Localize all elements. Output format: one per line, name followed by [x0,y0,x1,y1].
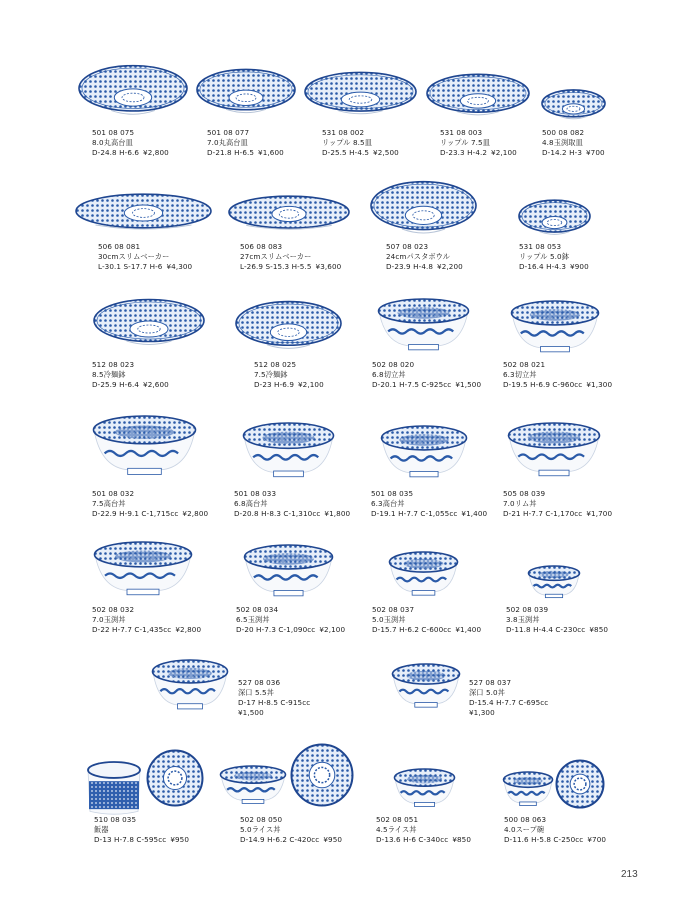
product-name: 8.0丸高台皿 [92,138,133,147]
product-spec-line [236,625,345,635]
bowl-image [518,199,591,237]
product-price: ¥2,200 [437,262,463,271]
product-code: 502 08 039 [506,605,549,614]
product-price: ¥850 [589,625,609,634]
product-dimensions: D-23.9 H-4.8 [386,262,434,271]
product-spec-line [92,509,208,519]
product-caption [92,128,169,158]
baker-image [228,195,350,233]
product-caption [372,605,481,635]
product-price: ¥1,500 [455,380,482,389]
product-code: 501 08 032 [92,489,135,498]
product-dimensions: D-21 H-7.7 C-1,170cc [503,509,583,518]
product-price: ¥1,300 [586,380,613,389]
product-price: ¥2,500 [373,148,399,157]
product-code: 531 08 053 [519,242,562,251]
product-caption [98,242,192,272]
pasta-bowl-image [370,180,477,237]
product-spec-line [503,380,612,390]
product-caption [240,242,341,272]
product-spec-line [376,835,471,845]
product-dimensions: D-24.8 H-6.6 [92,148,140,157]
product-name: リップル 7.5皿 [440,138,490,147]
plate-image [304,71,417,117]
product-caption [506,605,608,635]
product-name: 6.3切立丼 [503,370,537,379]
product-name: 7.0リム丼 [503,499,537,508]
soup-bowl-image [502,771,554,807]
product-caption [240,815,342,845]
product-dimensions: D-20 H-7.3 C-1,090cc [236,625,316,634]
product-code: 501 08 075 [92,128,135,137]
product-code: 527 08 036 [238,678,281,687]
product-name: 3.8玉渕丼 [506,615,540,624]
product-price: ¥1,700 [586,509,613,518]
product-price: ¥1,400 [455,625,482,634]
donburi-image [510,300,600,354]
product-code: 506 08 081 [98,242,141,251]
baker-image [75,193,212,233]
product-name: 深口 5.5丼 [238,688,274,697]
donburi-image [380,425,468,479]
product-code: 501 08 077 [207,128,250,137]
product-name: 7.0玉渕丼 [92,615,126,624]
product-name: リップル 5.0鉢 [519,252,569,261]
product-spec-line [371,509,487,519]
product-price: ¥2,100 [319,625,346,634]
product-spec-line [254,380,324,390]
product-caption [92,605,201,635]
noodle-bowl-image [235,300,342,352]
product-spec-line [92,625,201,635]
product-spec-line [207,148,284,158]
product-caption [207,128,284,158]
donburi-image [93,541,193,597]
product-name: 24cmパスタボウル [386,252,451,261]
product-dimensions: D-19.5 H-6.9 C-960cc [503,380,583,389]
product-name: 8.5冷麺鉢 [92,370,126,379]
product-name: 6.5玉渕丼 [236,615,270,624]
donburi-image [507,422,601,478]
product-dimensions: D-25.9 H-6.4 [92,380,140,389]
product-price: ¥950 [170,835,190,844]
product-caption [503,489,612,519]
product-code: 500 08 082 [542,128,585,137]
plate-image [426,73,530,118]
product-dimensions: D-23.3 H-4.2 [440,148,488,157]
product-code: 502 08 020 [372,360,415,369]
product-price: ¥2,100 [491,148,517,157]
rice-bowl-top-image [146,749,204,807]
product-price: ¥2,800 [175,625,202,634]
product-caption [234,489,350,519]
product-price: ¥700 [586,148,605,157]
product-spec-line [519,262,589,272]
product-spec-line [504,835,606,845]
product-dimensions: D-14.2 H-3 [542,148,582,157]
product-caption [322,128,399,158]
product-spec-line [92,380,169,390]
product-code: 505 08 039 [503,489,546,498]
product-name: 6.8切立丼 [372,370,406,379]
product-dimensions: D-25.5 H-4.5 [322,148,370,157]
product-spec-line [469,698,548,708]
product-name: 7.5冷麺鉢 [254,370,288,379]
product-dimensions: D-22 H-7.7 C-1,435cc [92,625,172,634]
product-caption [386,242,463,272]
product-spec-line [372,625,481,635]
product-code: 501 08 035 [371,489,414,498]
product-caption [371,489,487,519]
product-caption [503,360,612,390]
donburi-image [151,659,229,711]
product-name: 4.5ライス丼 [376,825,417,834]
product-caption [254,360,324,390]
product-caption [440,128,517,158]
product-spec-line [386,262,463,272]
product-name: 4.8玉渕取皿 [542,138,583,147]
product-code: 531 08 003 [440,128,483,137]
product-spec-line [542,148,605,158]
product-code: 502 08 051 [376,815,419,824]
product-name: 7.0丸高台皿 [207,138,248,147]
product-spec-line [98,262,192,272]
product-price: ¥950 [323,835,343,844]
product-caption [236,605,345,635]
product-price: ¥1,300 [469,708,495,717]
donburi-image [377,298,470,352]
product-dimensions: L-26.9 S-15.3 H-5.5 [240,262,312,271]
product-dimensions: D-13 H-7.8 C-595cc [94,835,167,844]
product-dimensions: D-16.4 H-4.3 [519,262,567,271]
product-name: リップル 8.5皿 [322,138,372,147]
product-caption [94,815,189,845]
product-name: 27cmスリムベーカー [240,252,312,261]
product-price: ¥900 [570,262,589,271]
product-spec-line [440,148,517,158]
product-dimensions: D-19.1 H-7.7 C-1,055cc [371,509,458,518]
product-dimensions: D-15.4 H-7.7 C-695cc [469,698,549,707]
product-name: 4.0スープ碗 [504,825,545,834]
product-name: 6.3高台丼 [371,499,405,508]
product-code: 510 08 035 [94,815,137,824]
product-caption [519,242,589,272]
rice-bowl-image [86,761,142,817]
product-name: 30cmスリムベーカー [98,252,170,261]
product-spec-line [238,698,310,708]
product-spec-line [503,509,612,519]
product-dimensions: D-20.8 H-8.3 C-1,310cc [234,509,321,518]
product-price: ¥2,600 [143,380,169,389]
product-price: ¥2,100 [298,380,324,389]
rice-donburi-image [393,768,456,808]
product-price: ¥700 [587,835,607,844]
product-spec-line [240,835,342,845]
product-caption [376,815,471,845]
product-dimensions: D-14.9 H-6.2 C-420cc [240,835,320,844]
product-code: 502 08 021 [503,360,546,369]
product-code: 512 08 023 [92,360,135,369]
plate-image [196,68,296,116]
donburi-image [391,663,461,709]
product-dimensions: D-15.7 H-6.2 C-600cc [372,625,452,634]
product-code: 502 08 032 [92,605,135,614]
donburi-image [92,415,197,477]
donburi-image [243,544,334,598]
donburi-image [527,565,581,599]
product-spec-line [94,835,189,845]
product-dimensions: D-22.9 H-9.1 C-1,715cc [92,509,179,518]
product-code: 502 08 050 [240,815,283,824]
product-price: ¥1,600 [258,148,284,157]
product-caption [372,360,481,390]
plate-image [541,89,606,121]
page-number: 213 [621,869,638,880]
donburi-image [388,551,459,597]
product-price: ¥1,500 [238,708,264,717]
product-price: ¥4,300 [166,262,193,271]
product-price: ¥1,400 [461,509,488,518]
product-code: 531 08 002 [322,128,365,137]
product-dimensions: D-21.8 H-6.5 [207,148,255,157]
product-name: 6.8高台丼 [234,499,268,508]
product-caption [92,360,169,390]
product-dimensions: L-30.1 S-17.7 H-6 [98,262,163,271]
product-code: 502 08 034 [236,605,279,614]
noodle-bowl-image [93,298,205,348]
donburi-image [242,422,335,479]
product-caption [469,678,548,718]
product-dimensions: D-13.6 H-6 C-340cc [376,835,449,844]
product-price: ¥3,600 [315,262,342,271]
product-name: 5.0玉渕丼 [372,615,406,624]
product-spec-line [322,148,399,158]
product-dimensions: D-20.1 H-7.5 C-925cc [372,380,452,389]
product-spec-line [234,509,350,519]
product-price: ¥850 [452,835,472,844]
plate-image [78,64,188,118]
product-dimensions: D-23 H-6.9 [254,380,294,389]
product-caption [92,489,208,519]
product-caption [542,128,605,158]
product-dimensions: D-11.6 H-5.8 C-250cc [504,835,584,844]
soup-bowl-top-image [555,759,605,809]
product-name: 深口 5.0丼 [469,688,505,697]
product-code: 502 08 037 [372,605,415,614]
product-price: ¥2,800 [143,148,169,157]
product-spec-line [92,148,169,158]
product-caption [238,678,310,718]
product-price: ¥2,800 [182,509,209,518]
product-code: 500 08 063 [504,815,547,824]
product-spec-line [506,625,608,635]
rice-donburi-top-image [290,743,354,807]
product-name: 飯器 [94,825,109,834]
rice-donburi-image [219,765,287,805]
product-code: 506 08 083 [240,242,283,251]
product-name: 5.0ライス丼 [240,825,281,834]
product-code: 527 08 037 [469,678,512,687]
product-dimensions: D-17 H-8.5 C-915cc [238,698,311,707]
product-code: 507 08 023 [386,242,429,251]
product-code: 501 08 033 [234,489,277,498]
product-code: 512 08 025 [254,360,297,369]
product-caption [504,815,606,845]
product-spec-line [240,262,341,272]
product-dimensions: D-11.8 H-4.4 C-230cc [506,625,586,634]
product-spec-line [372,380,481,390]
product-price: ¥1,800 [324,509,351,518]
product-name: 7.5高台丼 [92,499,126,508]
